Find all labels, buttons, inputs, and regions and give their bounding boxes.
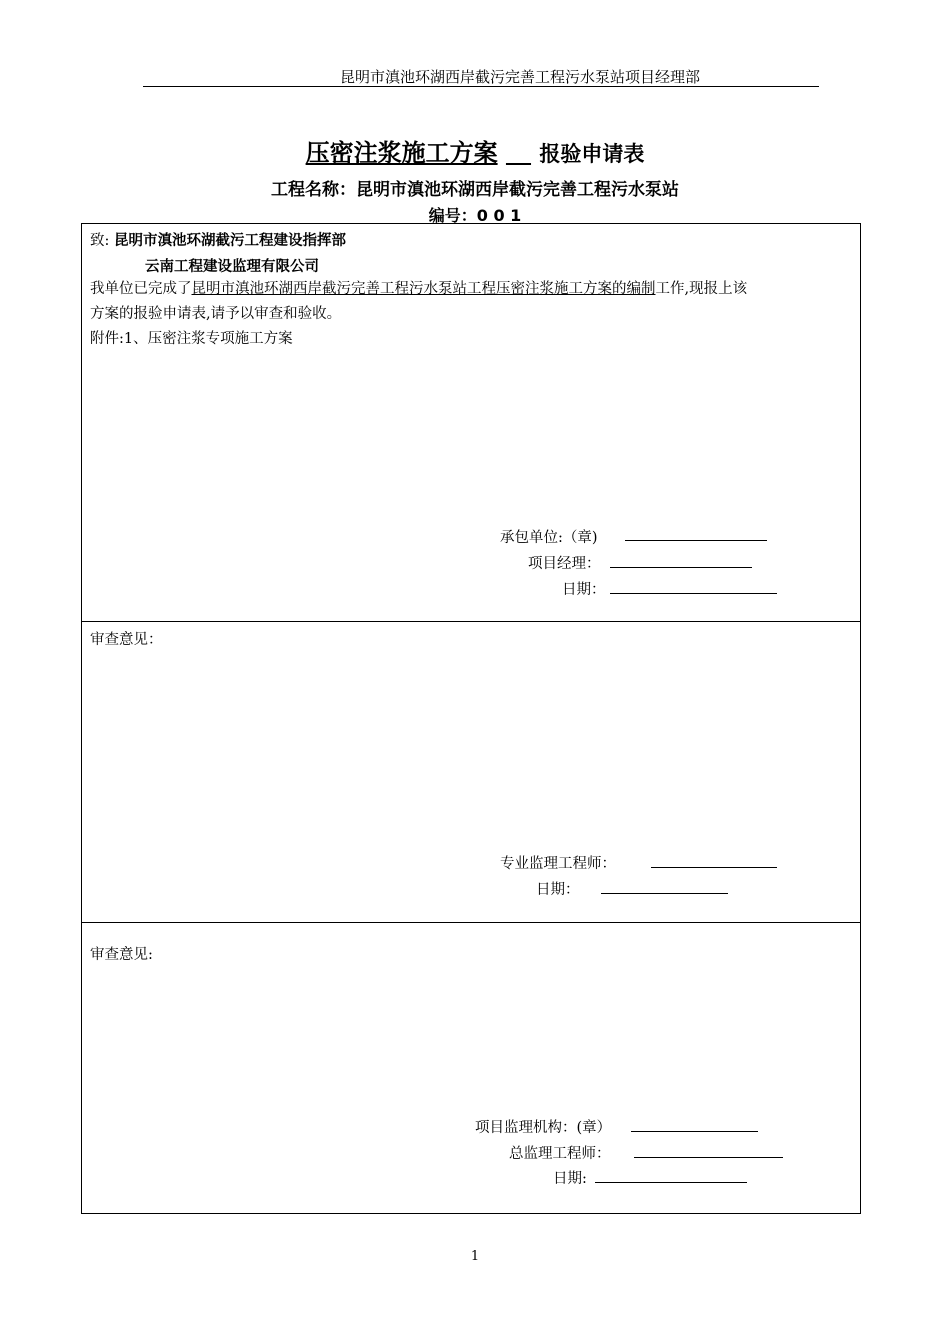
project-name: 昆明市滇池环湖西岸截污完善工程污水泵站 bbox=[356, 180, 679, 200]
addressee-1: 昆明市滇池环湖截污工程建设指挥部 bbox=[114, 233, 346, 249]
addressee-line-1 bbox=[90, 229, 346, 250]
manager-blank bbox=[610, 553, 752, 568]
header-org: 昆明市滇池环湖西岸截污完善工程污水泵站项目经理部 bbox=[340, 68, 701, 86]
specialist-blank bbox=[651, 853, 777, 868]
page-number: 1 bbox=[470, 1249, 480, 1264]
document-title bbox=[0, 133, 950, 168]
body-line-1 bbox=[90, 277, 747, 298]
date-signature-3: 日期: bbox=[553, 1171, 587, 1187]
project-label: 工程名称： bbox=[271, 180, 356, 200]
body-line-2: 方案的报验申请表,请予以审查和验收。 bbox=[90, 306, 342, 322]
chief-engineer-signature: 总监理工程师： bbox=[509, 1146, 611, 1162]
supervision-org-blank bbox=[631, 1117, 758, 1132]
title-main: 压密注浆施工方案 bbox=[305, 139, 498, 167]
review-heading-2: 审查意见: bbox=[90, 947, 153, 963]
header-rule bbox=[143, 86, 819, 87]
manager-signature: 项目经理： bbox=[528, 556, 601, 572]
body-1b: 昆明市滇池环湖西岸截污完善工程污水泵站工程压密注浆施工方案的编制 bbox=[191, 281, 656, 297]
date-blank-1 bbox=[610, 579, 777, 594]
review-heading-1: 审查意见： bbox=[90, 632, 163, 648]
supervision-org-signature: 项目监理机构：(章） bbox=[475, 1120, 612, 1136]
date-signature-1: 日期： bbox=[562, 582, 606, 598]
contractor-blank bbox=[625, 526, 767, 541]
date-blank-3 bbox=[595, 1168, 747, 1183]
number-value: 0 0 1 bbox=[476, 206, 522, 225]
attachment-line: 附件:1、压密注浆专项施工方案 bbox=[90, 331, 293, 347]
addressee-2: 云南工程建设监理有限公司 bbox=[145, 259, 319, 275]
review-section-specialist bbox=[81, 621, 861, 923]
body-1c: 工作,现报上该 bbox=[655, 281, 748, 297]
contractor-signature bbox=[500, 526, 598, 547]
chief-engineer-blank bbox=[634, 1143, 783, 1158]
body-1a: 我单位已完成了 bbox=[90, 281, 192, 297]
project-line bbox=[0, 175, 950, 200]
date-blank-2 bbox=[601, 879, 728, 894]
title-gap bbox=[506, 139, 531, 167]
to-prefix: 致: bbox=[90, 233, 114, 249]
contractor-label: 承包单位:（章) bbox=[500, 530, 598, 546]
number-label: 编号： bbox=[428, 206, 477, 225]
specialist-signature: 专业监理工程师： bbox=[500, 856, 616, 872]
date-signature-2: 日期： bbox=[536, 882, 580, 898]
title-suffix: 报验申请表 bbox=[539, 142, 645, 166]
